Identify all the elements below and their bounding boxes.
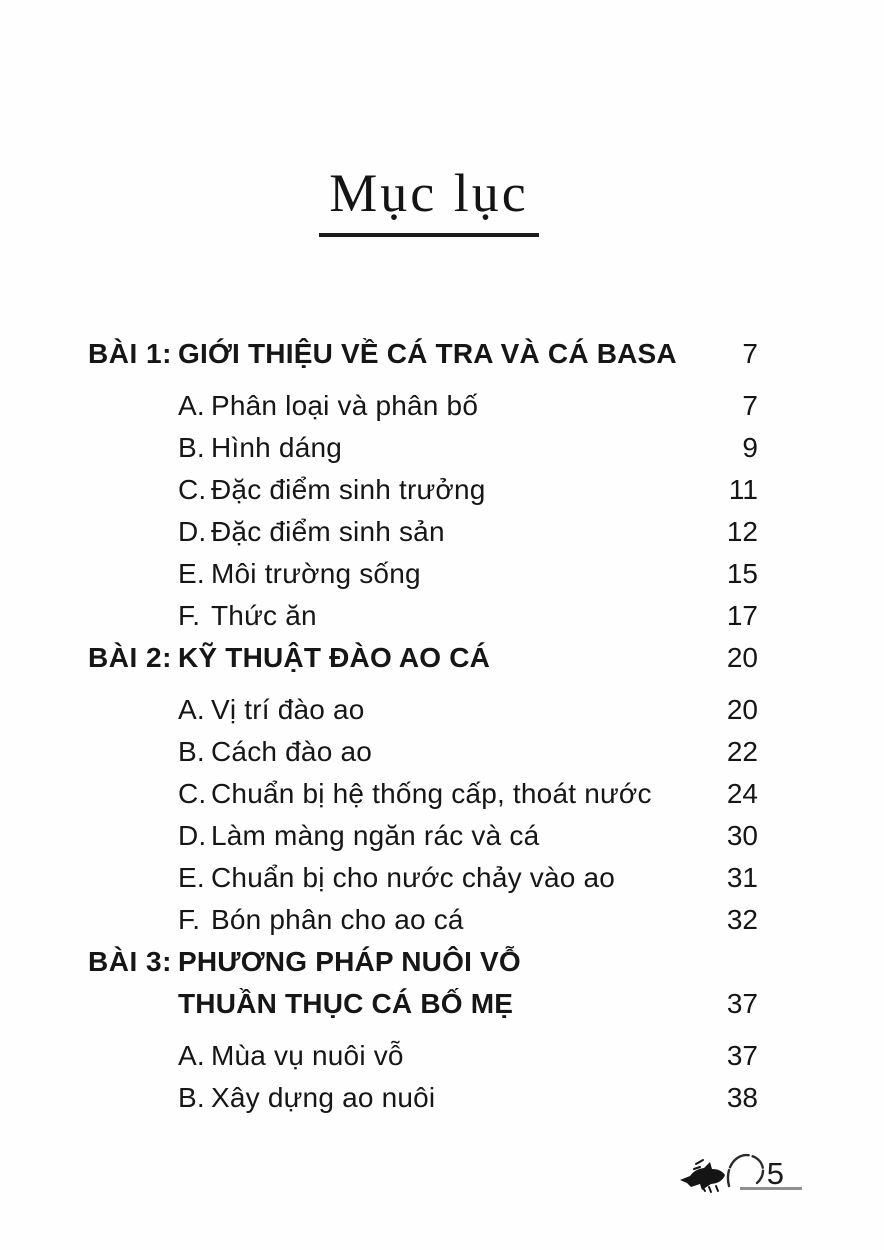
item-page-number: 37: [726, 1040, 758, 1071]
section-title: [178, 941, 712, 1025]
item-title: [178, 1077, 712, 1119]
item-text: Đặc điểm sinh trưởng: [211, 474, 486, 505]
item-title: [178, 899, 712, 941]
item-text: Mùa vụ nuôi vỗ: [211, 1040, 404, 1071]
item-letter: B.: [178, 1082, 205, 1113]
toc-item: [88, 1077, 758, 1119]
section-title-line-1: PHƯƠNG PHÁP NUÔI VỖ: [178, 946, 521, 977]
item-letter: B.: [178, 736, 205, 767]
item-title: [178, 511, 712, 553]
item-title: [178, 857, 712, 899]
item-title: [178, 553, 712, 595]
item-page-number: 24: [726, 778, 758, 809]
toc-item: [88, 1035, 758, 1077]
item-text: Môi trường sống: [211, 558, 421, 589]
item-letter: D.: [178, 820, 207, 851]
item-letter: D.: [178, 516, 207, 547]
toc-item: [88, 427, 758, 469]
item-page-number: 17: [726, 600, 758, 631]
table-of-contents: [0, 333, 884, 1119]
fish-doodle-icon: [672, 1142, 776, 1194]
toc-item: [88, 595, 758, 637]
item-title: [178, 595, 712, 637]
section-title: GIỚI THIỆU VỀ CÁ TRA VÀ CÁ BASA: [178, 338, 677, 369]
item-text: Bón phân cho ao cá: [211, 904, 464, 935]
section-page-number: 20: [726, 642, 758, 673]
item-letter: A.: [178, 390, 205, 421]
toc-item: [88, 385, 758, 427]
item-text: Vị trí đào ao: [211, 694, 365, 725]
section-page-number: 7: [742, 338, 758, 369]
item-title: [178, 773, 712, 815]
item-page-number: 20: [726, 694, 758, 725]
toc-item: [88, 511, 758, 553]
item-page-number: 22: [726, 736, 758, 767]
section-label: BÀI 1:: [88, 338, 172, 369]
section-page-number: 37: [726, 988, 758, 1019]
item-title: [178, 427, 712, 469]
item-text: Phân loại và phân bố: [211, 390, 479, 421]
item-page-number: 32: [726, 904, 758, 935]
item-page-number: 12: [726, 516, 758, 547]
item-letter: B.: [178, 432, 205, 463]
item-page-number: 38: [726, 1082, 758, 1113]
toc-item: [88, 773, 758, 815]
item-letter: E.: [178, 558, 205, 589]
item-title: [178, 731, 712, 773]
toc-section-heading: [88, 941, 758, 1025]
item-title: [178, 689, 712, 731]
item-page-number: 11: [728, 474, 758, 505]
item-letter: C.: [178, 778, 207, 809]
toc-item: [88, 469, 758, 511]
item-title: [178, 469, 712, 511]
item-letter: F.: [178, 904, 201, 935]
item-letter: F.: [178, 600, 201, 631]
section-label: BÀI 2:: [88, 642, 172, 673]
item-letter: A.: [178, 1040, 205, 1071]
item-text: Hình dáng: [211, 432, 343, 463]
item-page-number: 30: [726, 820, 758, 851]
toc-item: [88, 553, 758, 595]
item-title: [178, 385, 712, 427]
item-title: [178, 815, 712, 857]
toc-section-heading: [88, 333, 758, 375]
item-letter: E.: [178, 862, 205, 893]
item-page-number: 7: [742, 390, 758, 421]
item-text: Chuẩn bị cho nước chảy vào ao: [211, 862, 616, 893]
item-letter: C.: [178, 474, 207, 505]
section-title: KỸ THUẬT ĐÀO AO CÁ: [178, 642, 491, 673]
toc-item: [88, 731, 758, 773]
item-text: Đặc điểm sinh sản: [211, 516, 445, 547]
item-page-number: 9: [742, 432, 758, 463]
page-footer: [672, 1138, 796, 1194]
toc-section-heading: [88, 637, 758, 679]
item-text: Làm màng ngăn rác và cá: [211, 820, 540, 851]
section-label: BÀI 3:: [88, 946, 172, 977]
item-text: Xây dựng ao nuôi: [211, 1082, 436, 1113]
item-page-number: 15: [726, 558, 758, 589]
toc-item: [88, 689, 758, 731]
item-letter: A.: [178, 694, 205, 725]
item-text: Thức ăn: [211, 600, 317, 631]
item-page-number: 31: [726, 862, 758, 893]
item-text: Cách đào ao: [211, 736, 372, 767]
footer-page-number: 5: [766, 1156, 784, 1191]
title-block: [0, 0, 884, 237]
item-text: Chuẩn bị hệ thống cấp, thoát nước: [211, 778, 652, 809]
toc-item: [88, 815, 758, 857]
section-title-line-2: THUẦN THỤC CÁ BỐ MẸ: [178, 988, 514, 1019]
toc-item: [88, 857, 758, 899]
page-title: Mục lục: [319, 162, 538, 237]
item-title: [178, 1035, 712, 1077]
toc-item: [88, 899, 758, 941]
